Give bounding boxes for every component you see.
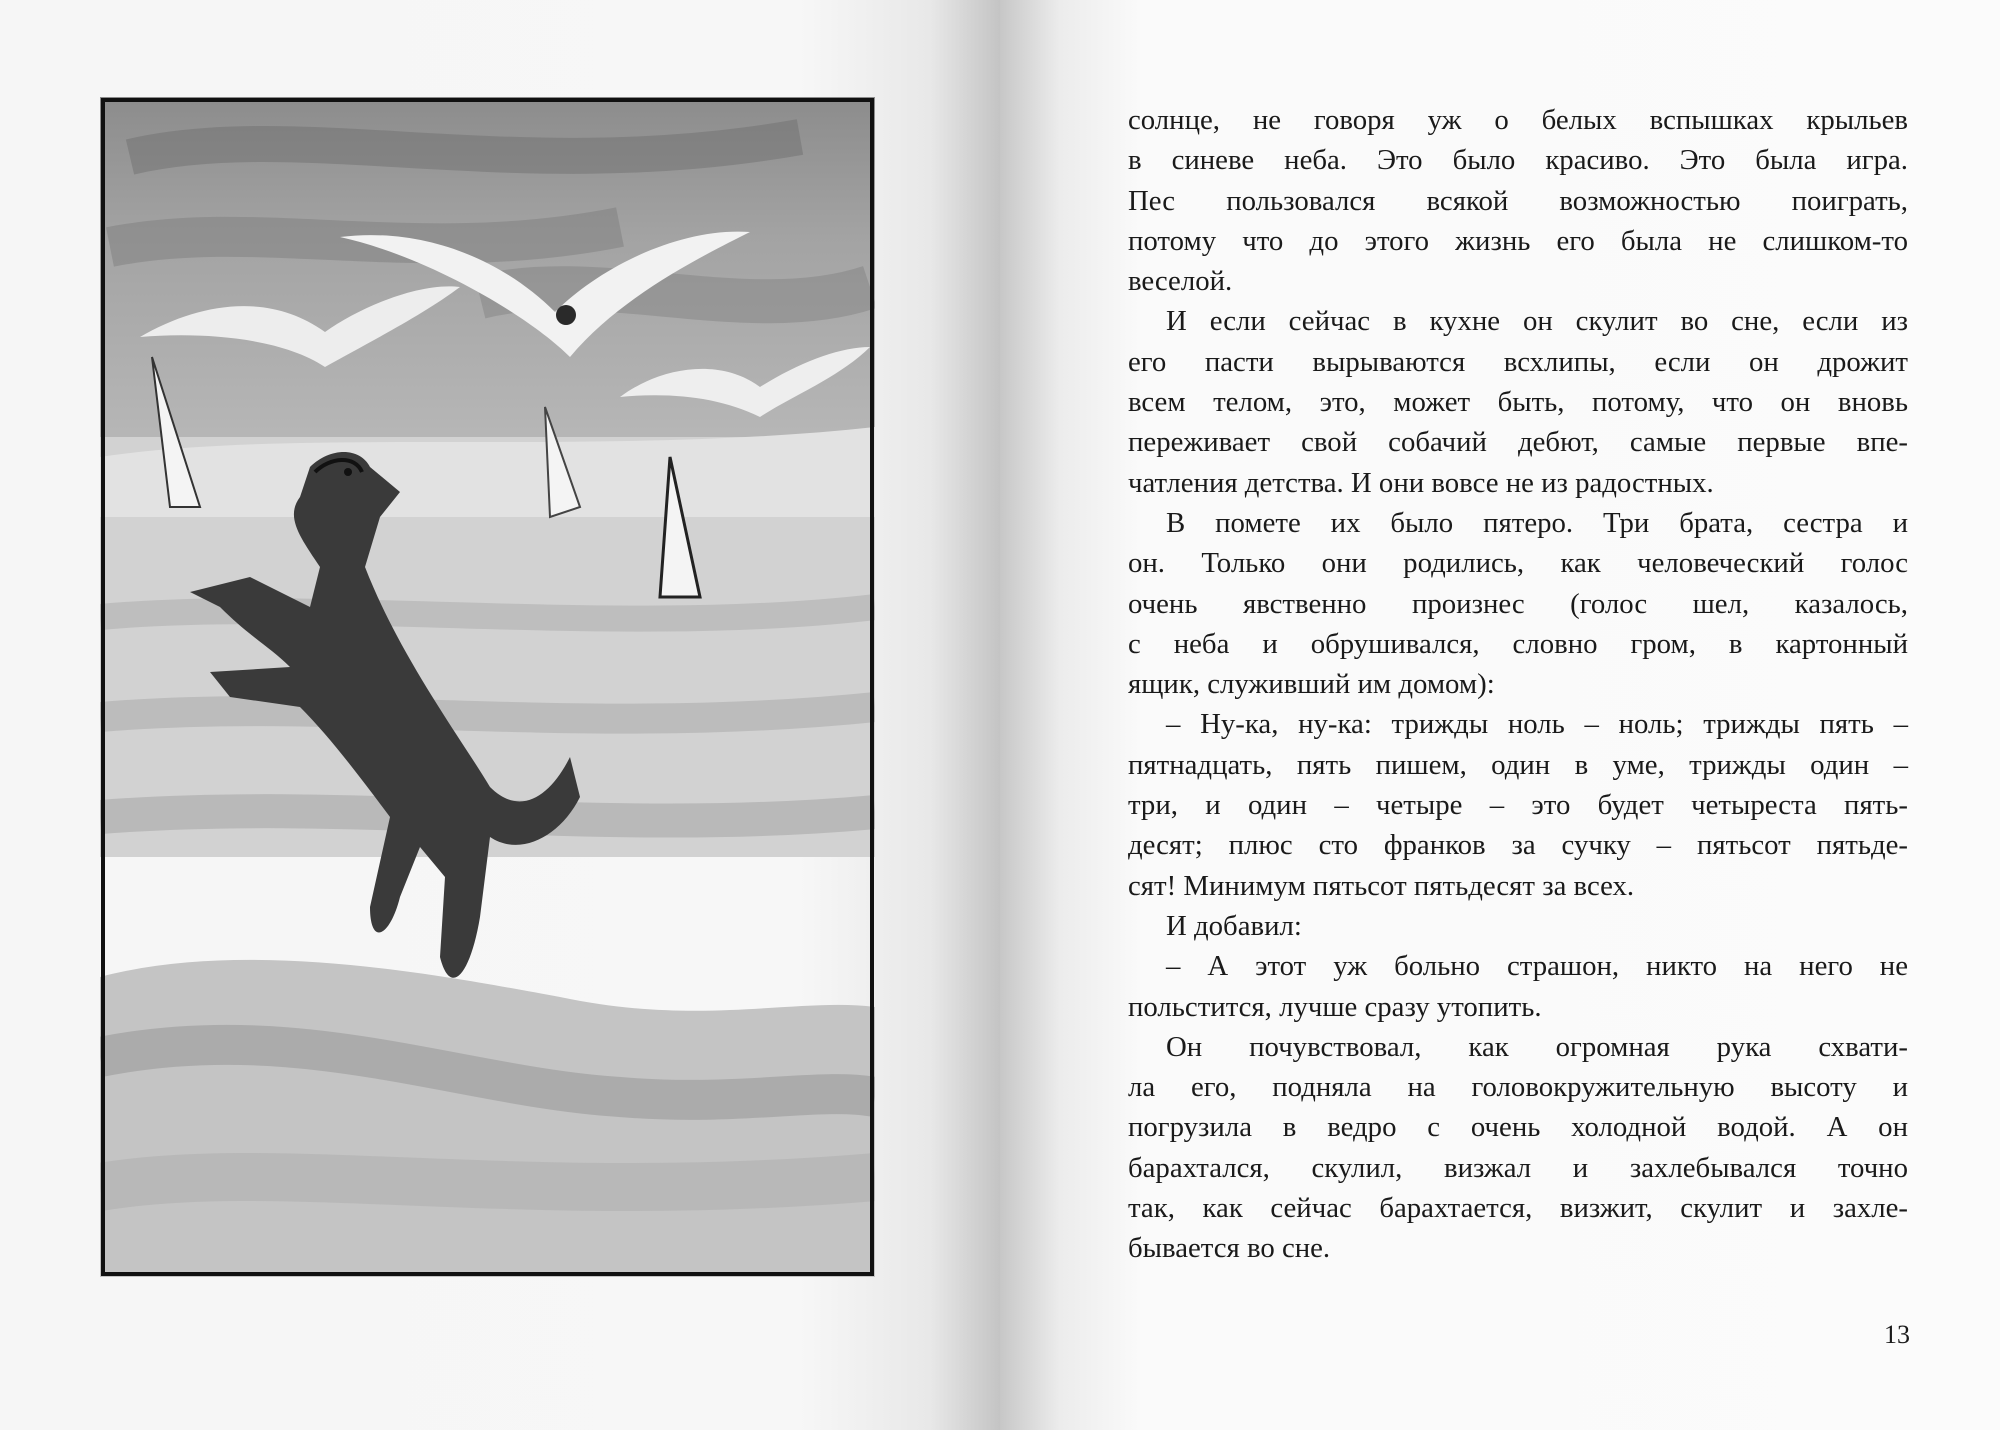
text-line: веселой.: [1128, 265, 1233, 298]
text-line: польстится, лучше сразу утопить.: [1128, 990, 1542, 1023]
text-line: очень явственно произнес (голос шел, казалось,: [1128, 587, 1908, 620]
text-line: чатления детства. И они вовсе не из радостных.: [1128, 466, 1714, 499]
text-line: ящик, служивший им домом):: [1128, 668, 1495, 701]
text-line: так, как сейчас барахтается, визжит, скулит и захле-: [1128, 1192, 1908, 1225]
text-line: Он почувствовал, как огромная рука схвати-: [1166, 1030, 1908, 1063]
text-line: его пасти вырываются всхлипы, если он дрожит: [1128, 345, 1908, 378]
right-page: [1000, 0, 2000, 1430]
text-line: потому что до этого жизнь его была не слишком-то: [1128, 224, 1908, 257]
text-line: три, и один – четыре – это будет четыреста пять-: [1128, 789, 1908, 822]
text-line: В помете их было пятеро. Три брата, сестра и: [1166, 506, 1908, 539]
text-line: в синеве неба. Это было красиво. Это была игра.: [1128, 144, 1908, 177]
text-line: всем телом, это, может быть, потому, что он вновь: [1128, 386, 1908, 419]
text-line: барахтался, скулил, визжал и захлебывался точно: [1128, 1151, 1908, 1184]
text-line: пятнадцать, пять пишем, один в уме, трижды один –: [1128, 748, 1908, 781]
text-line: Пес пользовался всякой возможностью поиграть,: [1128, 184, 1908, 217]
text-line: И добавил:: [1166, 909, 1302, 942]
text-line: солнце, не говоря уж о белых вспышках крыльев: [1128, 104, 1908, 136]
body-text: [1128, 100, 1908, 1269]
text-line: И если сейчас в кухне он скулит во сне, если из: [1166, 305, 1908, 338]
text-line: с неба и обрушивался, словно гром, в картонный: [1128, 627, 1908, 660]
text-line: погрузила в ведро с очень холодной водой. А он: [1128, 1111, 1908, 1144]
text-line: он. Только они родились, как человеческий голос: [1128, 547, 1908, 580]
text-line: – А этот уж больно страшон, никто на него не: [1166, 950, 1908, 983]
text-line: – Ну-ка, ну-ка: трижды ноль – ноль; трижды пять –: [1166, 708, 1908, 741]
page-number: 13: [1884, 1320, 1910, 1349]
text-line: десят; плюс сто франков за сучку – пятьсот пятьде-: [1128, 829, 1908, 862]
text-line: переживает свой собачий дебют, самые первые впе-: [1128, 426, 1908, 459]
text-line: ла его, подняла на головокружительную высоту и: [1128, 1071, 1908, 1104]
dog-and-seagulls-illustration: [100, 97, 875, 1277]
text-line: бывается во сне.: [1128, 1232, 1331, 1265]
text-line: сят! Минимум пятьсот пятьдесят за всех.: [1128, 869, 1635, 902]
